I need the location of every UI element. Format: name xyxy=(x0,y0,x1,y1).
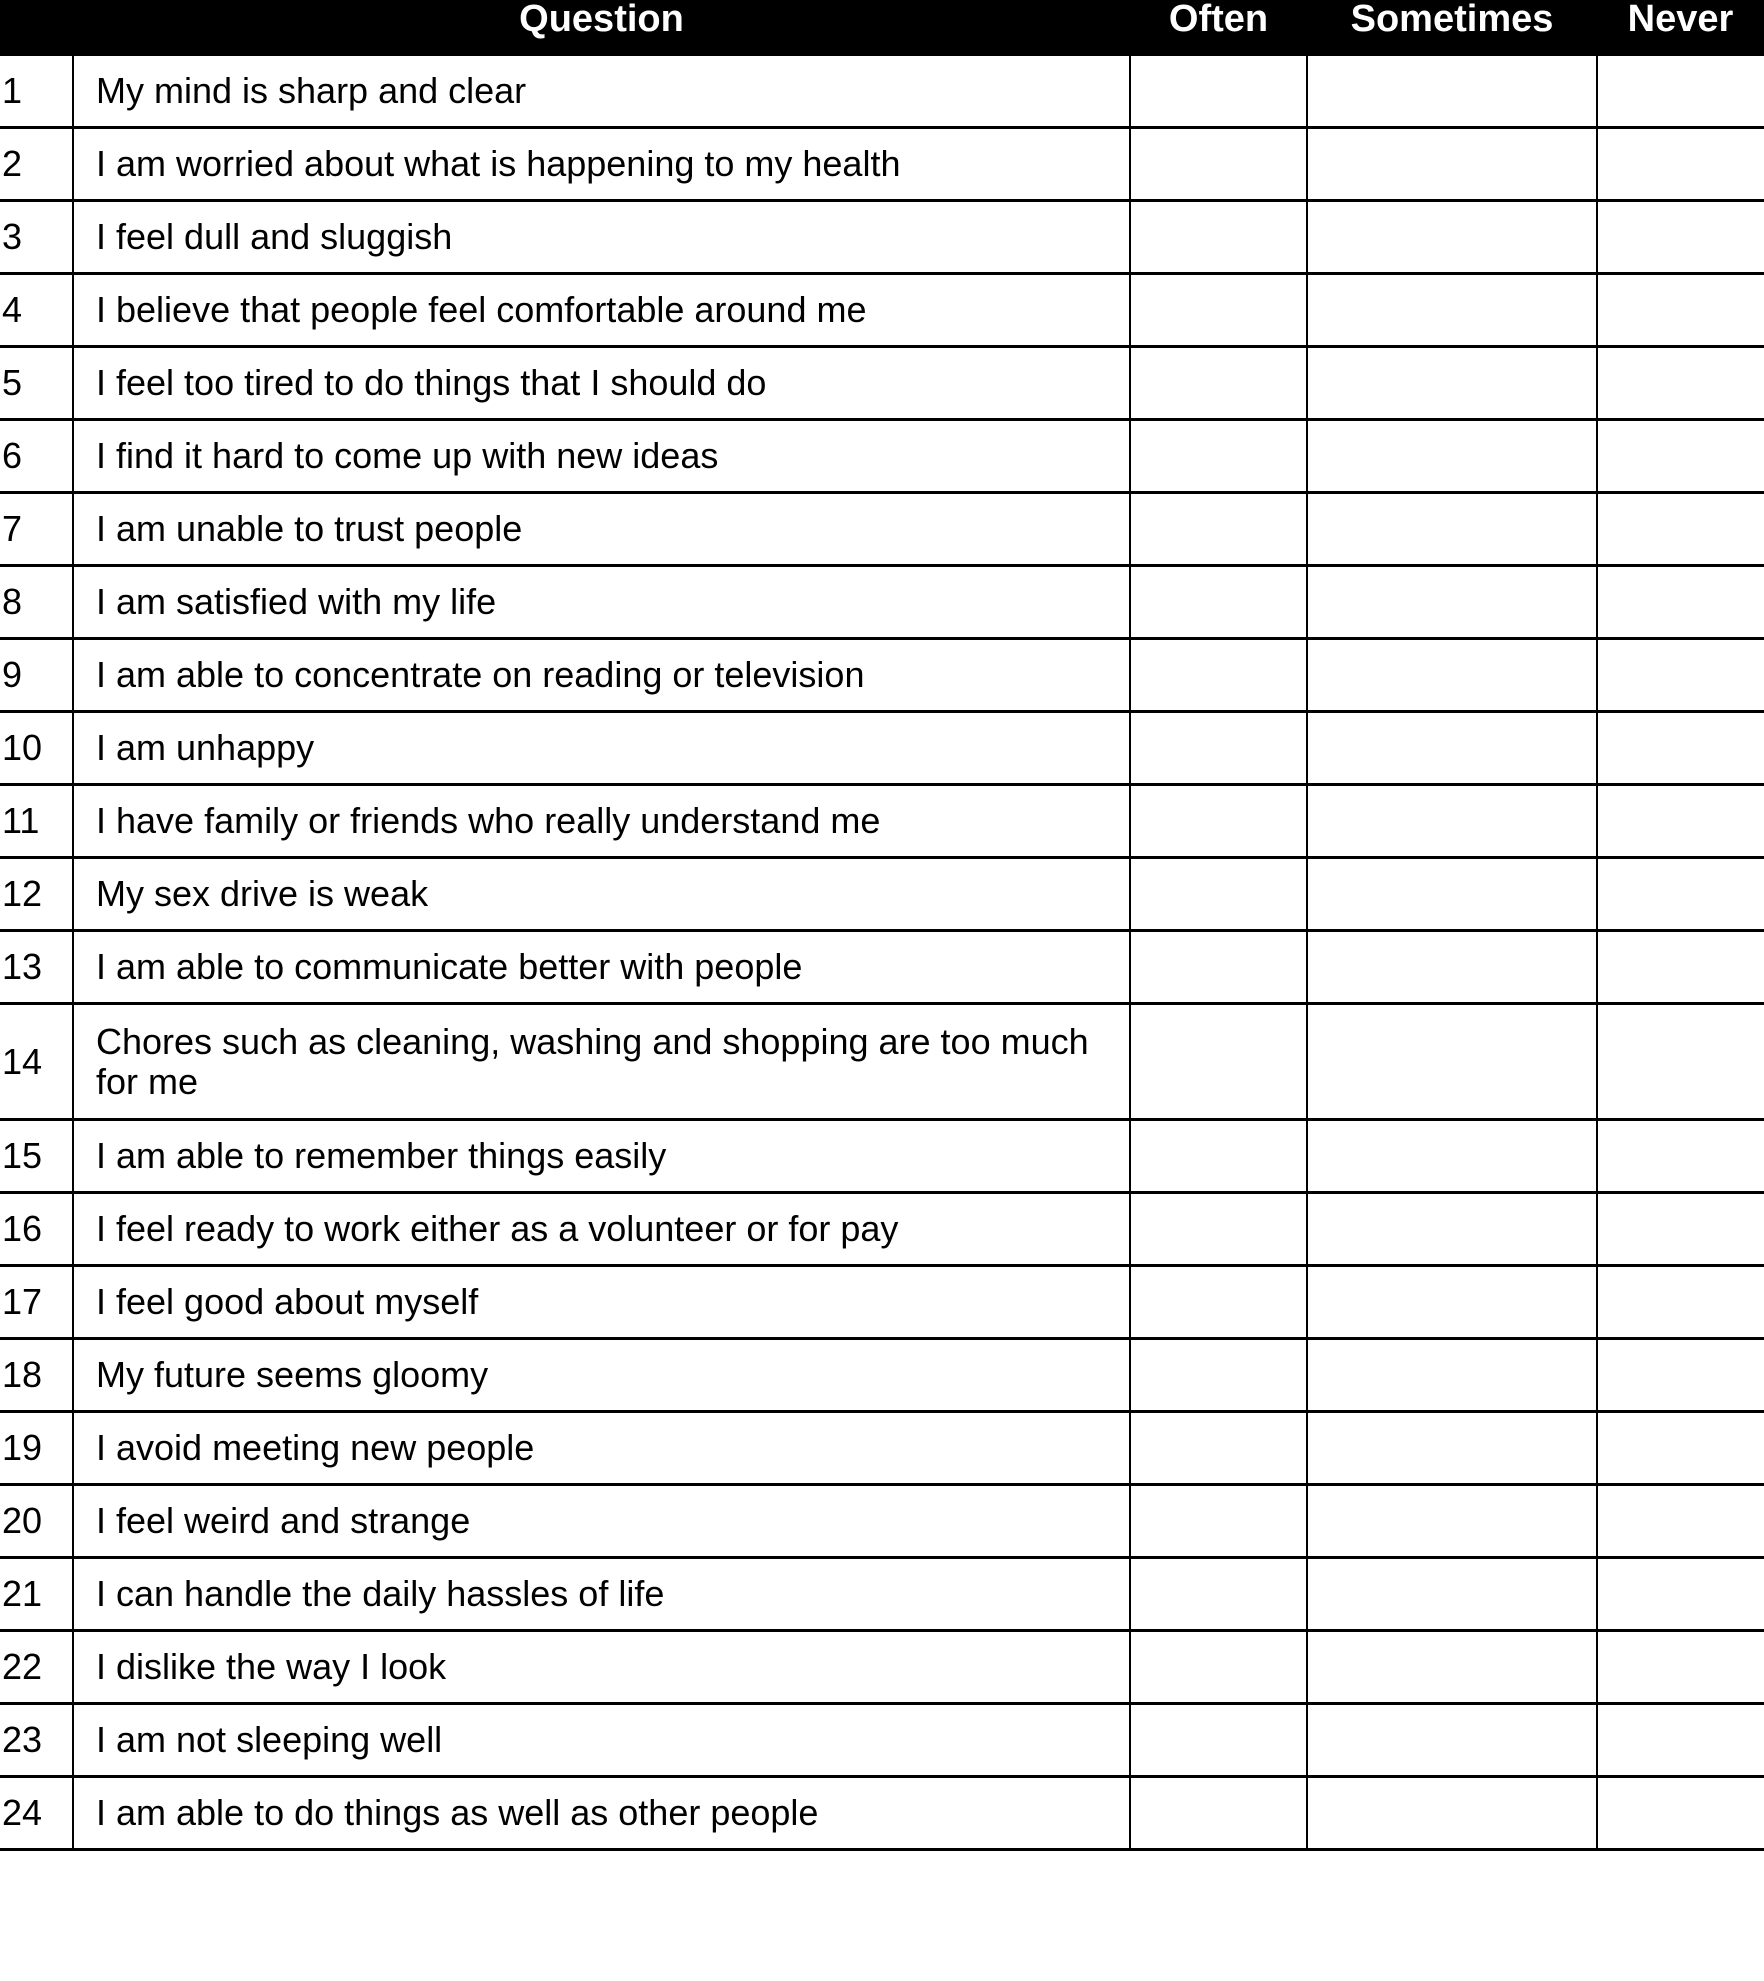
question-text: I avoid meeting new people xyxy=(73,1412,1130,1485)
often-checkbox[interactable] xyxy=(1131,129,1306,199)
answer-cell-sometimes[interactable] xyxy=(1307,55,1597,128)
answer-cell-often[interactable] xyxy=(1130,639,1307,712)
question-number: 10 xyxy=(0,712,73,785)
question-number: 22 xyxy=(0,1631,73,1704)
sometimes-checkbox[interactable] xyxy=(1308,567,1596,637)
answer-cell-never[interactable] xyxy=(1597,858,1764,931)
question-text: My mind is sharp and clear xyxy=(73,55,1130,128)
often-checkbox[interactable] xyxy=(1131,1559,1306,1629)
answer-cell-sometimes[interactable] xyxy=(1307,347,1597,420)
never-checkbox[interactable] xyxy=(1598,421,1764,491)
table-row xyxy=(0,566,1764,639)
question-number: 8 xyxy=(0,566,73,639)
sometimes-checkbox[interactable] xyxy=(1308,1559,1596,1629)
answer-cell-sometimes[interactable] xyxy=(1307,201,1597,274)
never-checkbox[interactable] xyxy=(1598,202,1764,272)
answer-cell-sometimes[interactable] xyxy=(1307,1485,1597,1558)
never-checkbox[interactable] xyxy=(1598,786,1764,856)
answer-cell-never[interactable] xyxy=(1597,274,1764,347)
often-checkbox[interactable] xyxy=(1131,1413,1306,1483)
question-text: I am able to do things as well as other people xyxy=(73,1777,1130,1850)
question-text: My sex drive is weak xyxy=(73,858,1130,931)
question-number: 11 xyxy=(0,785,73,858)
answer-cell-sometimes[interactable] xyxy=(1307,274,1597,347)
never-checkbox[interactable] xyxy=(1598,1778,1764,1848)
table-row xyxy=(0,639,1764,712)
header-never: Never xyxy=(1597,0,1764,55)
question-number: 12 xyxy=(0,858,73,931)
answer-cell-sometimes[interactable] xyxy=(1307,566,1597,639)
question-number: 5 xyxy=(0,347,73,420)
answer-cell-often[interactable] xyxy=(1130,1193,1307,1266)
question-text: I am able to communicate better with people xyxy=(73,931,1130,1004)
often-checkbox[interactable] xyxy=(1131,1632,1306,1702)
answer-cell-often[interactable] xyxy=(1130,1339,1307,1412)
often-checkbox[interactable] xyxy=(1131,640,1306,710)
answer-cell-never[interactable] xyxy=(1597,1485,1764,1558)
question-text: I am able to remember things easily xyxy=(73,1120,1130,1193)
often-checkbox[interactable] xyxy=(1131,567,1306,637)
often-checkbox[interactable] xyxy=(1131,1005,1306,1118)
sometimes-checkbox[interactable] xyxy=(1308,1005,1596,1118)
answer-cell-never[interactable] xyxy=(1597,493,1764,566)
table-row xyxy=(0,1631,1764,1704)
question-number: 19 xyxy=(0,1412,73,1485)
sometimes-checkbox[interactable] xyxy=(1308,1778,1596,1848)
sometimes-checkbox[interactable] xyxy=(1308,713,1596,783)
answer-cell-sometimes[interactable] xyxy=(1307,639,1597,712)
never-checkbox[interactable] xyxy=(1598,1121,1764,1191)
question-text: My future seems gloomy xyxy=(73,1339,1130,1412)
sometimes-checkbox[interactable] xyxy=(1308,1121,1596,1191)
table-row xyxy=(0,931,1764,1004)
question-text: I feel too tired to do things that I should do xyxy=(73,347,1130,420)
sometimes-checkbox[interactable] xyxy=(1308,494,1596,564)
answer-cell-never[interactable] xyxy=(1597,1412,1764,1485)
answer-cell-never[interactable] xyxy=(1597,128,1764,201)
sometimes-checkbox[interactable] xyxy=(1308,786,1596,856)
answer-cell-sometimes[interactable] xyxy=(1307,1004,1597,1120)
header-question: Question xyxy=(73,0,1130,55)
answer-cell-often[interactable] xyxy=(1130,274,1307,347)
never-checkbox[interactable] xyxy=(1598,1267,1764,1337)
answer-cell-often[interactable] xyxy=(1130,566,1307,639)
answer-cell-often[interactable] xyxy=(1130,1485,1307,1558)
often-checkbox[interactable] xyxy=(1131,1267,1306,1337)
often-checkbox[interactable] xyxy=(1131,348,1306,418)
header-sometimes: Sometimes xyxy=(1307,0,1597,55)
question-text: I feel weird and strange xyxy=(73,1485,1130,1558)
often-checkbox[interactable] xyxy=(1131,1486,1306,1556)
question-number: 2 xyxy=(0,128,73,201)
answer-cell-often[interactable] xyxy=(1130,201,1307,274)
table-body xyxy=(0,55,1764,1850)
answer-cell-sometimes[interactable] xyxy=(1307,1558,1597,1631)
table-header xyxy=(0,0,1764,55)
never-checkbox[interactable] xyxy=(1598,1486,1764,1556)
answer-cell-often[interactable] xyxy=(1130,55,1307,128)
question-number: 14 xyxy=(0,1004,73,1120)
answer-cell-never[interactable] xyxy=(1597,1120,1764,1193)
question-number: 6 xyxy=(0,420,73,493)
never-checkbox[interactable] xyxy=(1598,1340,1764,1410)
sometimes-checkbox[interactable] xyxy=(1308,421,1596,491)
table-row xyxy=(0,493,1764,566)
never-checkbox[interactable] xyxy=(1598,56,1764,126)
answer-cell-never[interactable] xyxy=(1597,639,1764,712)
answer-cell-sometimes[interactable] xyxy=(1307,1193,1597,1266)
table-row xyxy=(0,712,1764,785)
question-text: I am unhappy xyxy=(73,712,1130,785)
question-text: I believe that people feel comfortable around me xyxy=(73,274,1130,347)
sometimes-checkbox[interactable] xyxy=(1308,202,1596,272)
answer-cell-sometimes[interactable] xyxy=(1307,931,1597,1004)
answer-cell-often[interactable] xyxy=(1130,1412,1307,1485)
header-number xyxy=(0,0,73,55)
table-row xyxy=(0,1266,1764,1339)
question-text: I am not sleeping well xyxy=(73,1704,1130,1777)
answer-cell-often[interactable] xyxy=(1130,1558,1307,1631)
often-checkbox[interactable] xyxy=(1131,421,1306,491)
question-number: 13 xyxy=(0,931,73,1004)
table-row xyxy=(0,1777,1764,1850)
sometimes-checkbox[interactable] xyxy=(1308,56,1596,126)
answer-cell-never[interactable] xyxy=(1597,1193,1764,1266)
question-number: 17 xyxy=(0,1266,73,1339)
question-number: 4 xyxy=(0,274,73,347)
answer-cell-often[interactable] xyxy=(1130,347,1307,420)
often-checkbox[interactable] xyxy=(1131,1194,1306,1264)
often-checkbox[interactable] xyxy=(1131,1340,1306,1410)
often-checkbox[interactable] xyxy=(1131,275,1306,345)
answer-cell-often[interactable] xyxy=(1130,712,1307,785)
often-checkbox[interactable] xyxy=(1131,494,1306,564)
sometimes-checkbox[interactable] xyxy=(1308,1705,1596,1775)
sometimes-checkbox[interactable] xyxy=(1308,640,1596,710)
question-text: I have family or friends who really understand me xyxy=(73,785,1130,858)
answer-cell-often[interactable] xyxy=(1130,1631,1307,1704)
question-number: 15 xyxy=(0,1120,73,1193)
answer-cell-sometimes[interactable] xyxy=(1307,1412,1597,1485)
answer-cell-sometimes[interactable] xyxy=(1307,1266,1597,1339)
never-checkbox[interactable] xyxy=(1598,275,1764,345)
table-row xyxy=(0,1704,1764,1777)
answer-cell-never[interactable] xyxy=(1597,420,1764,493)
question-text: I feel ready to work either as a volunteer or for pay xyxy=(73,1193,1130,1266)
answer-cell-never[interactable] xyxy=(1597,1339,1764,1412)
question-text: I am able to concentrate on reading or television xyxy=(73,639,1130,712)
sometimes-checkbox[interactable] xyxy=(1308,129,1596,199)
answer-cell-often[interactable] xyxy=(1130,1777,1307,1850)
never-checkbox[interactable] xyxy=(1598,1194,1764,1264)
sometimes-checkbox[interactable] xyxy=(1308,275,1596,345)
often-checkbox[interactable] xyxy=(1131,1705,1306,1775)
answer-cell-never[interactable] xyxy=(1597,1266,1764,1339)
answer-cell-sometimes[interactable] xyxy=(1307,420,1597,493)
answer-cell-often[interactable] xyxy=(1130,1004,1307,1120)
header-often: Often xyxy=(1130,0,1307,55)
often-checkbox[interactable] xyxy=(1131,1121,1306,1191)
never-checkbox[interactable] xyxy=(1598,859,1764,929)
sometimes-checkbox[interactable] xyxy=(1308,1267,1596,1337)
question-text: I can handle the daily hassles of life xyxy=(73,1558,1130,1631)
answer-cell-sometimes[interactable] xyxy=(1307,1704,1597,1777)
question-number: 3 xyxy=(0,201,73,274)
question-text: I feel good about myself xyxy=(73,1266,1130,1339)
table-row xyxy=(0,201,1764,274)
often-checkbox[interactable] xyxy=(1131,786,1306,856)
never-checkbox[interactable] xyxy=(1598,713,1764,783)
often-checkbox[interactable] xyxy=(1131,1778,1306,1848)
question-text: I find it hard to come up with new ideas xyxy=(73,420,1130,493)
answer-cell-often[interactable] xyxy=(1130,128,1307,201)
answer-cell-sometimes[interactable] xyxy=(1307,712,1597,785)
question-number: 24 xyxy=(0,1777,73,1850)
answer-cell-often[interactable] xyxy=(1130,420,1307,493)
often-checkbox[interactable] xyxy=(1131,713,1306,783)
answer-cell-sometimes[interactable] xyxy=(1307,493,1597,566)
question-number: 21 xyxy=(0,1558,73,1631)
answer-cell-often[interactable] xyxy=(1130,858,1307,931)
answer-cell-never[interactable] xyxy=(1597,566,1764,639)
answer-cell-never[interactable] xyxy=(1597,347,1764,420)
table-row xyxy=(0,347,1764,420)
never-checkbox[interactable] xyxy=(1598,129,1764,199)
never-checkbox[interactable] xyxy=(1598,1705,1764,1775)
never-checkbox[interactable] xyxy=(1598,1413,1764,1483)
answer-cell-sometimes[interactable] xyxy=(1307,1339,1597,1412)
table-row xyxy=(0,1120,1764,1193)
question-text: Chores such as cleaning, washing and shopping are too much for me xyxy=(73,1004,1130,1120)
sometimes-checkbox[interactable] xyxy=(1308,1413,1596,1483)
answer-cell-never[interactable] xyxy=(1597,1004,1764,1120)
question-text: I am worried about what is happening to my health xyxy=(73,128,1130,201)
question-text: I feel dull and sluggish xyxy=(73,201,1130,274)
answer-cell-often[interactable] xyxy=(1130,931,1307,1004)
answer-cell-never[interactable] xyxy=(1597,201,1764,274)
answer-cell-never[interactable] xyxy=(1597,1631,1764,1704)
answer-cell-sometimes[interactable] xyxy=(1307,858,1597,931)
never-checkbox[interactable] xyxy=(1598,348,1764,418)
answer-cell-often[interactable] xyxy=(1130,785,1307,858)
often-checkbox[interactable] xyxy=(1131,859,1306,929)
answer-cell-often[interactable] xyxy=(1130,1120,1307,1193)
answer-cell-often[interactable] xyxy=(1130,493,1307,566)
question-number: 9 xyxy=(0,639,73,712)
never-checkbox[interactable] xyxy=(1598,932,1764,1002)
often-checkbox[interactable] xyxy=(1131,56,1306,126)
question-number: 1 xyxy=(0,55,73,128)
answer-cell-sometimes[interactable] xyxy=(1307,1777,1597,1850)
sometimes-checkbox[interactable] xyxy=(1308,1194,1596,1264)
answer-cell-sometimes[interactable] xyxy=(1307,785,1597,858)
question-number: 16 xyxy=(0,1193,73,1266)
never-checkbox[interactable] xyxy=(1598,1559,1764,1629)
question-text: I dislike the way I look xyxy=(73,1631,1130,1704)
sometimes-checkbox[interactable] xyxy=(1308,1486,1596,1556)
sometimes-checkbox[interactable] xyxy=(1308,348,1596,418)
table-row xyxy=(0,1558,1764,1631)
never-checkbox[interactable] xyxy=(1598,567,1764,637)
sometimes-checkbox[interactable] xyxy=(1308,859,1596,929)
sometimes-checkbox[interactable] xyxy=(1308,1632,1596,1702)
question-text: I am satisfied with my life xyxy=(73,566,1130,639)
table-row xyxy=(0,858,1764,931)
often-checkbox[interactable] xyxy=(1131,932,1306,1002)
answer-cell-never[interactable] xyxy=(1597,55,1764,128)
question-number: 7 xyxy=(0,493,73,566)
answer-cell-sometimes[interactable] xyxy=(1307,1120,1597,1193)
answer-cell-never[interactable] xyxy=(1597,712,1764,785)
question-number: 18 xyxy=(0,1339,73,1412)
table-row xyxy=(0,55,1764,128)
never-checkbox[interactable] xyxy=(1598,1632,1764,1702)
question-number: 23 xyxy=(0,1704,73,1777)
question-text: I am unable to trust people xyxy=(73,493,1130,566)
answer-cell-often[interactable] xyxy=(1130,1266,1307,1339)
answer-cell-never[interactable] xyxy=(1597,1777,1764,1850)
answer-cell-never[interactable] xyxy=(1597,1558,1764,1631)
often-checkbox[interactable] xyxy=(1131,202,1306,272)
never-checkbox[interactable] xyxy=(1598,1005,1764,1118)
never-checkbox[interactable] xyxy=(1598,640,1764,710)
never-checkbox[interactable] xyxy=(1598,494,1764,564)
table-row xyxy=(0,274,1764,347)
table-row xyxy=(0,1485,1764,1558)
sometimes-checkbox[interactable] xyxy=(1308,932,1596,1002)
table-row xyxy=(0,1004,1764,1120)
question-number: 20 xyxy=(0,1485,73,1558)
table-row xyxy=(0,420,1764,493)
answer-cell-sometimes[interactable] xyxy=(1307,128,1597,201)
answer-cell-never[interactable] xyxy=(1597,785,1764,858)
table-row xyxy=(0,1193,1764,1266)
answer-cell-sometimes[interactable] xyxy=(1307,1631,1597,1704)
sometimes-checkbox[interactable] xyxy=(1308,1340,1596,1410)
table-row xyxy=(0,1339,1764,1412)
table-row xyxy=(0,128,1764,201)
answer-cell-never[interactable] xyxy=(1597,1704,1764,1777)
table-row xyxy=(0,785,1764,858)
table-row xyxy=(0,1412,1764,1485)
answer-cell-often[interactable] xyxy=(1130,1704,1307,1777)
answer-cell-never[interactable] xyxy=(1597,931,1764,1004)
